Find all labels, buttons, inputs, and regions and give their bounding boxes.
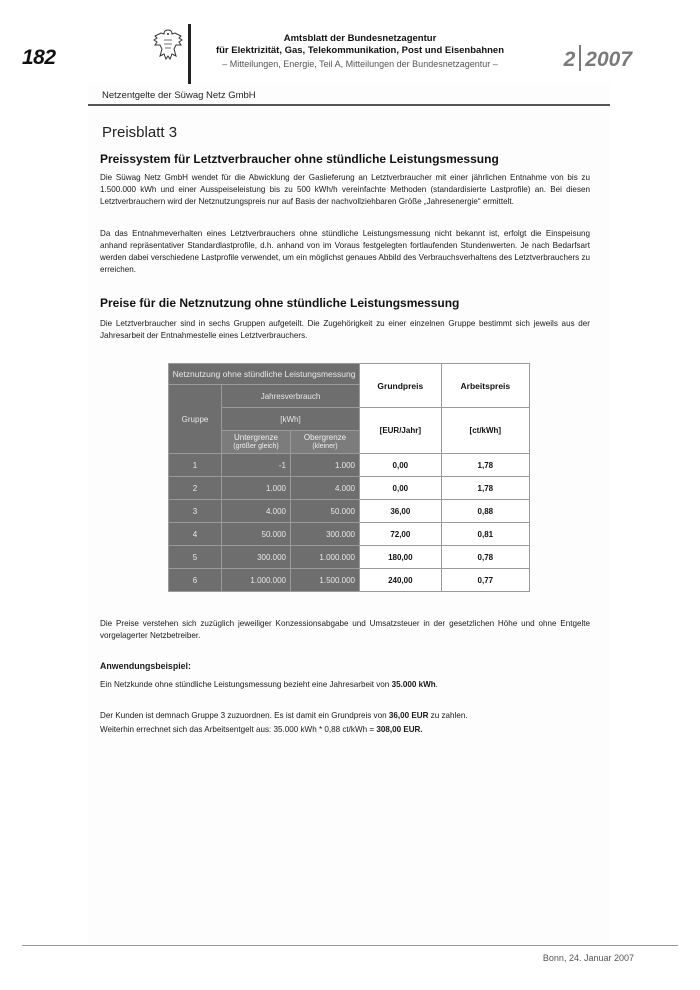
scanned-document [88,84,610,944]
cell-lower: 4.000 [222,500,291,523]
table-row [169,523,530,546]
cell-work-price: 0,81 [441,523,529,546]
example-line-1-value: 35.000 kWh [391,680,436,689]
col-header-upper [291,431,360,454]
section-heading-prices: Preise für die Netznutzung ohne stündliche Leistungsmessung [100,296,460,310]
example-line-2-value: 36,00 EUR [388,711,429,720]
example-line-1-end: . [435,680,438,689]
cell-group: 5 [169,546,222,569]
federal-eagle-icon [152,28,184,62]
paragraph-intro: Die Süwag Netz GmbH wendet für die Abwicklung der Gaslieferung an Letztverbraucher mit einer jährlichen Entnahme von bis zu 1.500.000 kWh und einer Ausspeiseleistung bis zu 500 kWh/h vereinfachte Methoden (standardisierte Lastprofile) an. Bei diesen Letztverbrauchern wird der Netznutzungspreis nur auf Basis der nachvollziehbaren Größe „Jahresenergie“ ermittelt. [100,173,590,207]
example-line-1-text: Ein Netzkunde ohne stündliche Leistungsmessung bezieht eine Jahresarbeit von [100,680,392,689]
cell-lower: -1 [222,454,291,477]
table-title: Netznutzung ohne stündliche Leistungsmessung [169,364,360,385]
col-header-lower-sub: (größer gleich) [233,443,279,450]
cell-work-price: 1,78 [441,477,529,500]
cell-work-price: 0,78 [441,546,529,569]
table-row [169,454,530,477]
example-line-3 [100,724,590,736]
example-line-2 [100,710,590,722]
company-header: Netzentgelte der Süwag Netz GmbH [102,90,256,101]
price-table [168,363,530,592]
col-header-base-price: Grundpreis [360,364,442,408]
col-header-consumption: Jahresverbrauch [222,385,360,408]
gazette-title: Amtsblatt der Bundesnetzagentur [283,33,437,44]
example-line-2-end: zu zahlen. [428,711,468,720]
header-divider [188,24,191,88]
cell-upper: 1.000 [291,454,360,477]
cell-base-price: 72,00 [360,523,442,546]
issue-year: 2007 [585,48,632,71]
col-header-work-price: Arbeitspreis [441,364,529,408]
header-rule [88,104,610,106]
paragraph-load-profiles: Da das Entnahmeverhalten eines Letztverbrauchers ohne stündliche Leistungsmessung nicht bekannt ist, erfolgt die Einspeisung anhand repräsentativer Standardlastprofile, d.h. anhand von im Voraus festgelegten fortlaufenden Stundenwerten. Je nach Bedarfsart werden dabei verschiedene Lastprofile verwendet, um ein möglichst genaues Abbild des Verbrauchsverhaltens des Letztverbrauchers zu erreichen. [100,229,590,275]
cell-group: 2 [169,477,222,500]
table-row [169,500,530,523]
sheet-title: Preisblatt 3 [102,124,178,141]
cell-work-price: 1,78 [441,454,529,477]
col-header-group: Gruppe [169,385,222,454]
paragraph-price-notes: Die Preise verstehen sich zuzüglich jeweiliger Konzessionsabgabe und Umsatzsteuer in der gesetzlichen Höhe und ohne Entgelte vorgelagerter Netzbetreiber. [100,619,590,641]
footer-date: Bonn, 24. Januar 2007 [542,953,634,963]
cell-upper: 4.000 [291,477,360,500]
cell-group: 4 [169,523,222,546]
cell-group: 3 [169,500,222,523]
col-header-upper-label: Obergrenze [303,433,347,442]
col-header-lower [222,431,291,454]
example-line-3-text: Weiterhin errechnet sich das Arbeitsentgelt aus: 35.000 kWh * 0,88 ct/kWh = [100,725,377,734]
paragraph-groups: Die Letztverbraucher sind in sechs Gruppen aufgeteilt. Die Zugehörigkeit zu einer einzelnen Gruppe bestimmt sich jeweils aus der Jahresarbeit der Entnahmestelle eines Letztverbrauchers. [100,319,590,341]
cell-base-price: 36,00 [360,500,442,523]
cell-base-price: 240,00 [360,569,442,592]
table-row [169,546,530,569]
cell-upper: 1.000.000 [291,546,360,569]
example-heading: Anwendungsbeispiel: [100,661,191,671]
cell-group: 1 [169,454,222,477]
col-header-work-unit: [ct/kWh] [441,408,529,454]
col-header-base-unit: [EUR/Jahr] [360,408,442,454]
cell-lower: 300.000 [222,546,291,569]
cell-upper: 300.000 [291,523,360,546]
gazette-subtitle: für Elektrizität, Gas, Telekommunikation, Post und Eisenbahnen [215,45,505,56]
issue-separator [579,45,581,71]
cell-base-price: 0,00 [360,477,442,500]
col-header-upper-sub: (kleiner) [312,443,338,450]
gazette-section: – Mitteilungen, Energie, Teil A, Mitteilungen der Bundesnetzagentur – [222,59,498,69]
cell-upper: 1.500.000 [291,569,360,592]
section-heading-price-system: Preissystem für Letztverbraucher ohne stündliche Leistungsmessung [100,152,499,166]
cell-base-price: 180,00 [360,546,442,569]
cell-upper: 50.000 [291,500,360,523]
col-header-consumption-unit: [kWh] [222,408,360,431]
cell-work-price: 0,77 [441,569,529,592]
col-header-lower-label: Untergrenze [233,433,279,442]
cell-base-price: 0,00 [360,454,442,477]
cell-work-price: 0,88 [441,500,529,523]
example-line-1 [100,679,590,691]
footer-rule [22,945,678,946]
page-number: 182 [22,46,56,69]
cell-group: 6 [169,569,222,592]
example-line-2-text: Der Kunden ist demnach Gruppe 3 zuzuordnen. Es ist damit ein Grundpreis von [100,711,389,720]
example-line-3-value: 308,00 EUR. [376,725,423,734]
gazette-title-block [200,33,520,71]
table-row [169,569,530,592]
cell-lower: 1.000 [222,477,291,500]
issue-number [564,45,632,72]
issue-no: 2 [563,48,576,71]
table-row [169,477,530,500]
cell-lower: 1.000.000 [222,569,291,592]
cell-lower: 50.000 [222,523,291,546]
